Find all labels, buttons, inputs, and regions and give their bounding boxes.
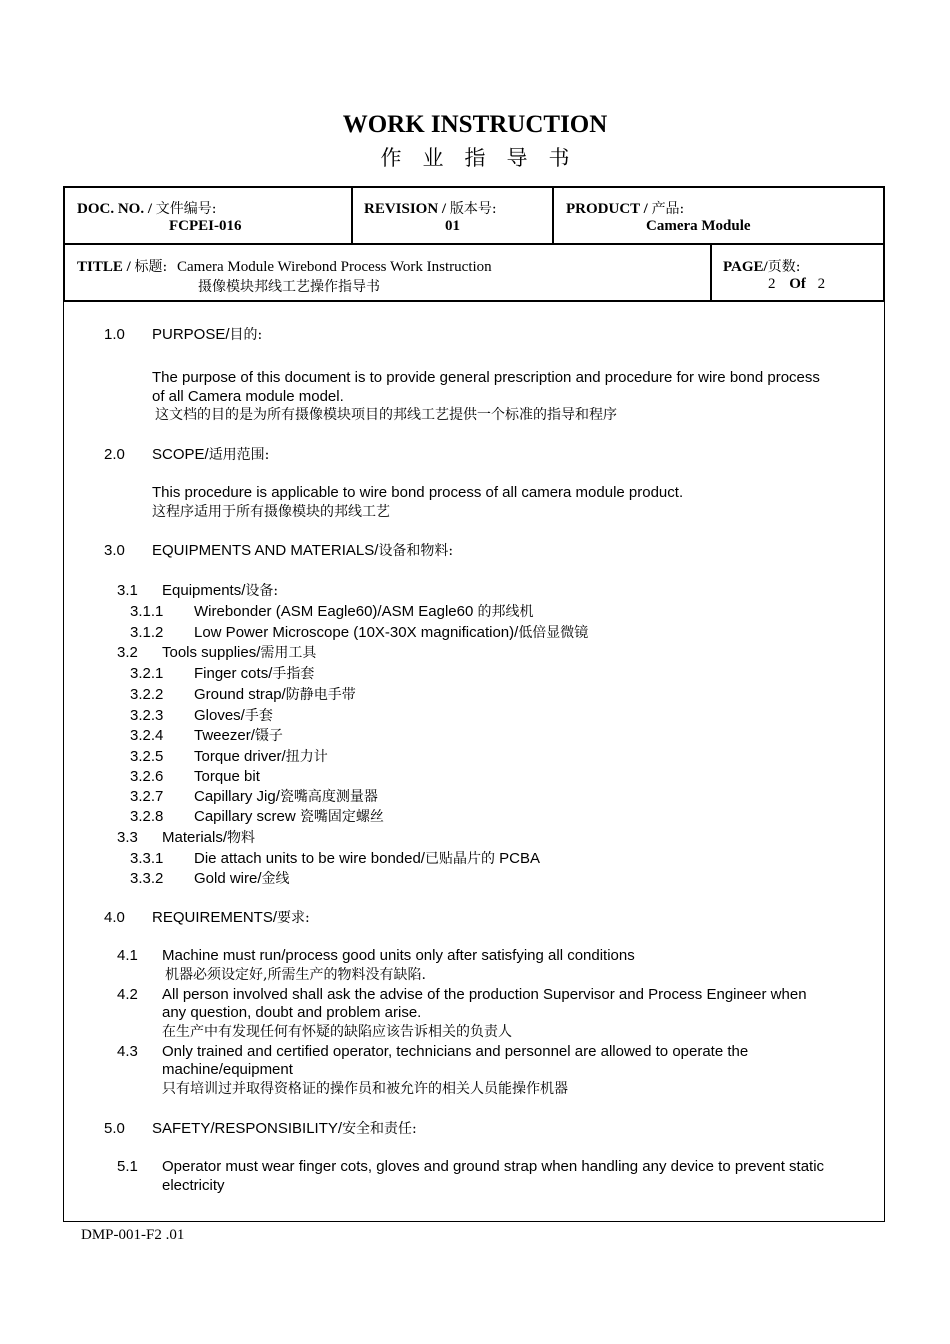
item-number: 3.3.1 (130, 850, 164, 867)
revision-label: REVISION / (364, 201, 450, 217)
item-text: Torque bit (194, 768, 260, 785)
section-heading-en: REQUIREMENTS/ (152, 909, 278, 926)
item-text-cn: 瓷嘴固定螺丝 (299, 809, 384, 825)
paragraph-text: This procedure is applicable to wire bond process of all camera module product. (152, 484, 684, 501)
subsection-number: 4.3 (117, 1043, 138, 1060)
section-heading-cn: 安全和责任: (342, 1121, 417, 1137)
paragraph-text: All person involved shall ask the advise of the production Supervisor and Process Engineer when (162, 986, 807, 1003)
subsection-heading-en: Materials/ (162, 829, 228, 846)
paragraph-text: Only trained and certified operator, technicians and personnel are allowed to operate the (162, 1043, 749, 1060)
item-text: Capillary screw (194, 808, 300, 825)
subsection-number: 3.3 (117, 829, 138, 846)
revision-cell (353, 188, 553, 243)
section-heading-en: SCOPE/ (152, 446, 209, 463)
section-heading-cn: 目的: (229, 327, 263, 343)
subsection-heading-cn: 设备: (245, 583, 279, 599)
subsection-heading-en: Tools supplies/ (162, 644, 261, 661)
item-text: Ground strap/ (194, 686, 286, 703)
page-cell (712, 245, 883, 300)
revision-value: 01 (445, 218, 460, 234)
item-number: 3.2.1 (130, 665, 164, 682)
item-number: 3.2.5 (130, 748, 164, 765)
item-text-cn: 金线 (261, 871, 290, 887)
item-number: 3.3.2 (130, 870, 164, 887)
paragraph-text-cn: 这程序适用于所有摄像模块的邦线工艺 (152, 504, 390, 520)
title-en: Camera Module Wirebond Process Work Instruction (177, 259, 492, 275)
item-text-cn: 已贴晶片的 (424, 851, 495, 867)
subsection-heading-cn: 需用工具 (260, 645, 317, 661)
item-text-cn: 手指套 (272, 666, 315, 682)
form-number: DMP-001-F2 .01 (81, 1227, 185, 1243)
section-heading (152, 325, 262, 345)
revision-label-cn: 版本号: (449, 201, 497, 217)
page-total: 2 (817, 276, 826, 292)
paragraph-text-cn: 只有培训过并取得资格证的操作员和被允许的相关人员能操作机器 (162, 1081, 568, 1097)
item-text: Die attach units to be wire bonded/ (194, 850, 425, 867)
item-text: Gold wire/ (194, 870, 262, 887)
section-number: 2.0 (104, 446, 125, 463)
doc-no-label-cn: 文件编号: (155, 201, 217, 217)
doc-info-row (63, 186, 885, 245)
item-text-cn: 的邦线机 (477, 604, 534, 620)
item-number: 3.2.6 (130, 768, 164, 785)
item-number: 3.2.8 (130, 808, 164, 825)
paragraph-text: any question, doubt and problem arise. (162, 1004, 422, 1021)
page-current: 2 (768, 276, 776, 292)
item-number: 3.1.2 (130, 624, 164, 641)
section-heading-en: PURPOSE/ (152, 326, 230, 343)
item-number: 3.1.1 (130, 603, 164, 620)
section-number: 1.0 (104, 326, 125, 343)
product-label-cn: 产品: (651, 201, 685, 217)
paragraph-text: electricity (162, 1177, 225, 1194)
paragraph-text: Machine must run/process good units only after satisfying all conditions (162, 947, 635, 964)
section-heading-cn: 设备和物料: (378, 543, 454, 559)
item-number: 3.2.3 (130, 707, 164, 724)
subsection-number: 3.1 (117, 582, 138, 599)
title-label-cn: 标题: (134, 259, 168, 275)
item-text-cn: 瓷嘴高度测量器 (279, 789, 378, 805)
doc-no-cell (65, 188, 352, 243)
item-number: 3.2.2 (130, 686, 164, 703)
doc-no-label: DOC. NO. / (77, 201, 156, 217)
title-cell (65, 245, 711, 300)
document-subtitle-cn: 作 业 指 导 书 (380, 146, 570, 170)
paragraph-text: of all Camera module model. (152, 388, 344, 405)
paragraph-text: machine/equipment (162, 1061, 293, 1078)
product-cell (554, 188, 883, 243)
title-cn: 摄像模块邦线工艺操作指导书 (198, 279, 380, 295)
section-heading-en: SAFETY/RESPONSIBILITY/ (152, 1120, 343, 1137)
subsection-heading-en: Equipments/ (162, 582, 246, 599)
title-label: TITLE / (77, 259, 135, 275)
section-heading-en: EQUIPMENTS AND MATERIALS/ (152, 542, 379, 559)
item-text-cn: 低倍显微镜 (518, 625, 589, 641)
page-of: Of (789, 276, 806, 292)
item-text: Torque driver/ (194, 748, 286, 765)
doc-no-value: FCPEI-016 (169, 218, 242, 234)
document-title: WORK INSTRUCTION (342, 111, 608, 138)
item-text-tail: PCBA (494, 850, 540, 867)
item-number: 3.2.4 (130, 727, 164, 744)
paragraph-text-cn: 机器必须设定好,所需生产的物料没有缺陷. (165, 967, 426, 983)
paragraph-text-cn: 在生产中有发现任何有怀疑的缺陷应该告诉相关的负责人 (162, 1024, 512, 1040)
section-number: 4.0 (104, 909, 125, 926)
item-text-cn: 防静电手带 (285, 687, 356, 703)
product-value: Camera Module (646, 218, 751, 234)
paragraph-text-cn: 这文档的目的是为所有摄像模块项目的邦线工艺提供一个标准的指导和程序 (155, 407, 617, 423)
item-text-cn: 手套 (244, 708, 273, 724)
item-text: Wirebonder (ASM Eagle60)/ASM Eagle60 (194, 603, 478, 620)
subsection-number: 3.2 (117, 644, 138, 661)
item-text-cn: 扭力计 (285, 749, 328, 765)
subsection-heading-cn: 物料 (227, 830, 256, 846)
subsection-number: 4.2 (117, 986, 138, 1003)
section-heading-cn: 要求: (277, 910, 310, 926)
item-text-cn: 镊子 (254, 728, 283, 744)
paragraph-text: Operator must wear finger cots, gloves and ground strap when handling any device to prevent static (162, 1158, 825, 1175)
product-label: PRODUCT / (566, 201, 652, 217)
item-text: Capillary Jig/ (194, 788, 280, 805)
section-heading-cn: 适用范围: (208, 447, 270, 463)
paragraph-text: The purpose of this document is to provide general prescription and procedure for wire bond process (152, 369, 820, 386)
item-text: Gloves/ (194, 707, 245, 724)
page-label-cn: 页数: (767, 259, 801, 275)
doc-title-row (63, 243, 885, 302)
page-label: PAGE/ (723, 259, 768, 275)
item-number: 3.2.7 (130, 788, 164, 805)
subsection-number: 4.1 (117, 947, 138, 964)
section-number: 3.0 (104, 542, 125, 559)
subsection-number: 5.1 (117, 1158, 138, 1175)
section-number: 5.0 (104, 1120, 125, 1137)
item-text: Tweezer/ (194, 727, 255, 744)
item-text: Low Power Microscope (10X-30X magnification)/ (194, 624, 519, 641)
item-text: Finger cots/ (194, 665, 273, 682)
